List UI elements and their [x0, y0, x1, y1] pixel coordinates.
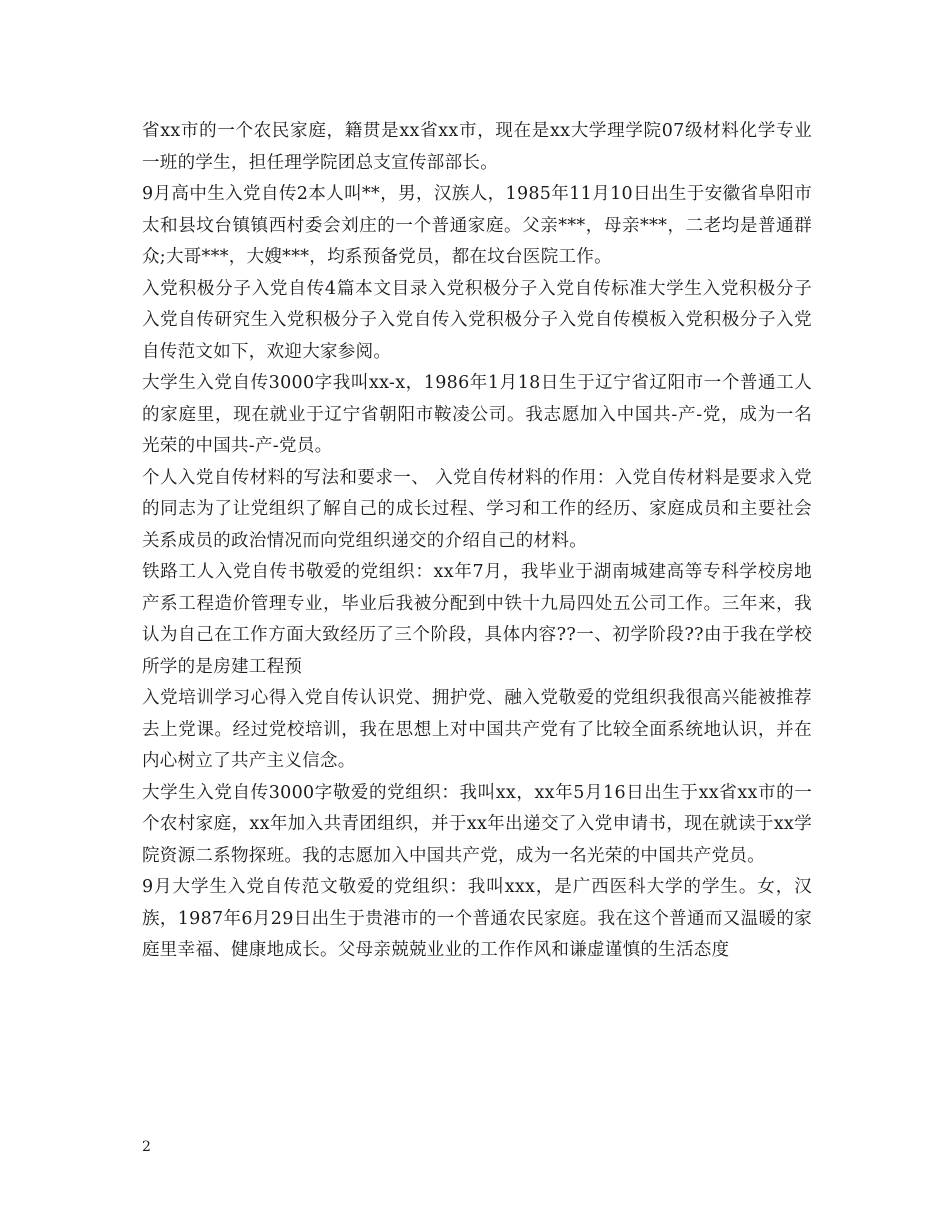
paragraph-4: 大学生入党自传3000字我叫xx-x，1986年1月18日生于辽宁省辽阳市一个普通工人的家庭里，现在就业于辽宁省朝阳市鞍凌公司。我志愿加入中国共-产-党，成为一名光荣的中国共-产-党员。 — [142, 373, 812, 456]
page-number: 2 — [142, 1139, 151, 1155]
paragraph-8: 大学生入党自传3000字敬爱的党组织：我叫xx，xx年5月16日出生于xx省xx市的一个农村家庭，xx年加入共青团组织，并于xx年出递交了入党申请书，现在就读于xx学院资源二系物探班。我的志愿加入中国共产党，成为一名光荣的中国共产党员。 — [142, 782, 812, 866]
document-body — [142, 116, 812, 967]
paragraph-9: 9月大学生入党自传范文敬爱的党组织：我叫xxx，是广西医科大学的学生。女，汉族，1987年6月29日出生于贵港市的一个普通农民家庭。我在这个普通而又温暖的家庭里幸福、健康地成长。父母亲兢兢业业的工作作风和谦虚谨慎的生活态度 — [142, 877, 812, 960]
paragraph-7: 入党培训学习心得入党自传认识党、拥护党、融入党敬爱的党组织我很高兴能被推荐去上党课。经过党校培训，我在思想上对中国共产党有了比较全面系统地认识，并在内心树立了共产主义信念。 — [142, 688, 812, 771]
paragraph-1: 省xx市的一个农民家庭，籍贯是xx省xx市，现在是xx大学理学院07级材料化学专业一班的学生，担任理学院团总支宣传部部长。 — [142, 121, 812, 173]
paragraph-3: 入党积极分子入党自传4篇本文目录入党积极分子入党自传标准大学生入党积极分子入党自传研究生入党积极分子入党自传入党积极分子入党自传模板入党积极分子入党自传范文如下，欢迎大家参阅。 — [142, 278, 812, 362]
paragraph-5: 个人入党自传材料的写法和要求一、 入党自传材料的作用：入党自传材料是要求入党的同志为了让党组织了解自己的成长过程、学习和工作的经历、家庭成员和主要社会关系成员的政治情况而向党组织递交的介绍自己的材料。 — [142, 467, 812, 551]
paragraph-6: 铁路工人入党自传书敬爱的党组织：xx年7月，我毕业于湖南城建高等专科学校房地产系工程造价管理专业，毕业后我被分配到中铁十九局四处五公司工作。三年来，我认为自己在工作方面大致经历了三个阶段，具体内容??一、初学阶段??由于我在学校所学的是房建工程预 — [142, 562, 812, 677]
paragraph-2: 9月高中生入党自传2本人叫**，男，汉族人，1985年11月10日出生于安徽省阜阳市太和县坟台镇镇西村委会刘庄的一个普通家庭。父亲***，母亲***，二老均是普通群众;大哥***，大嫂***，均系预备党员，都在坟台医院工作。 — [142, 184, 813, 267]
